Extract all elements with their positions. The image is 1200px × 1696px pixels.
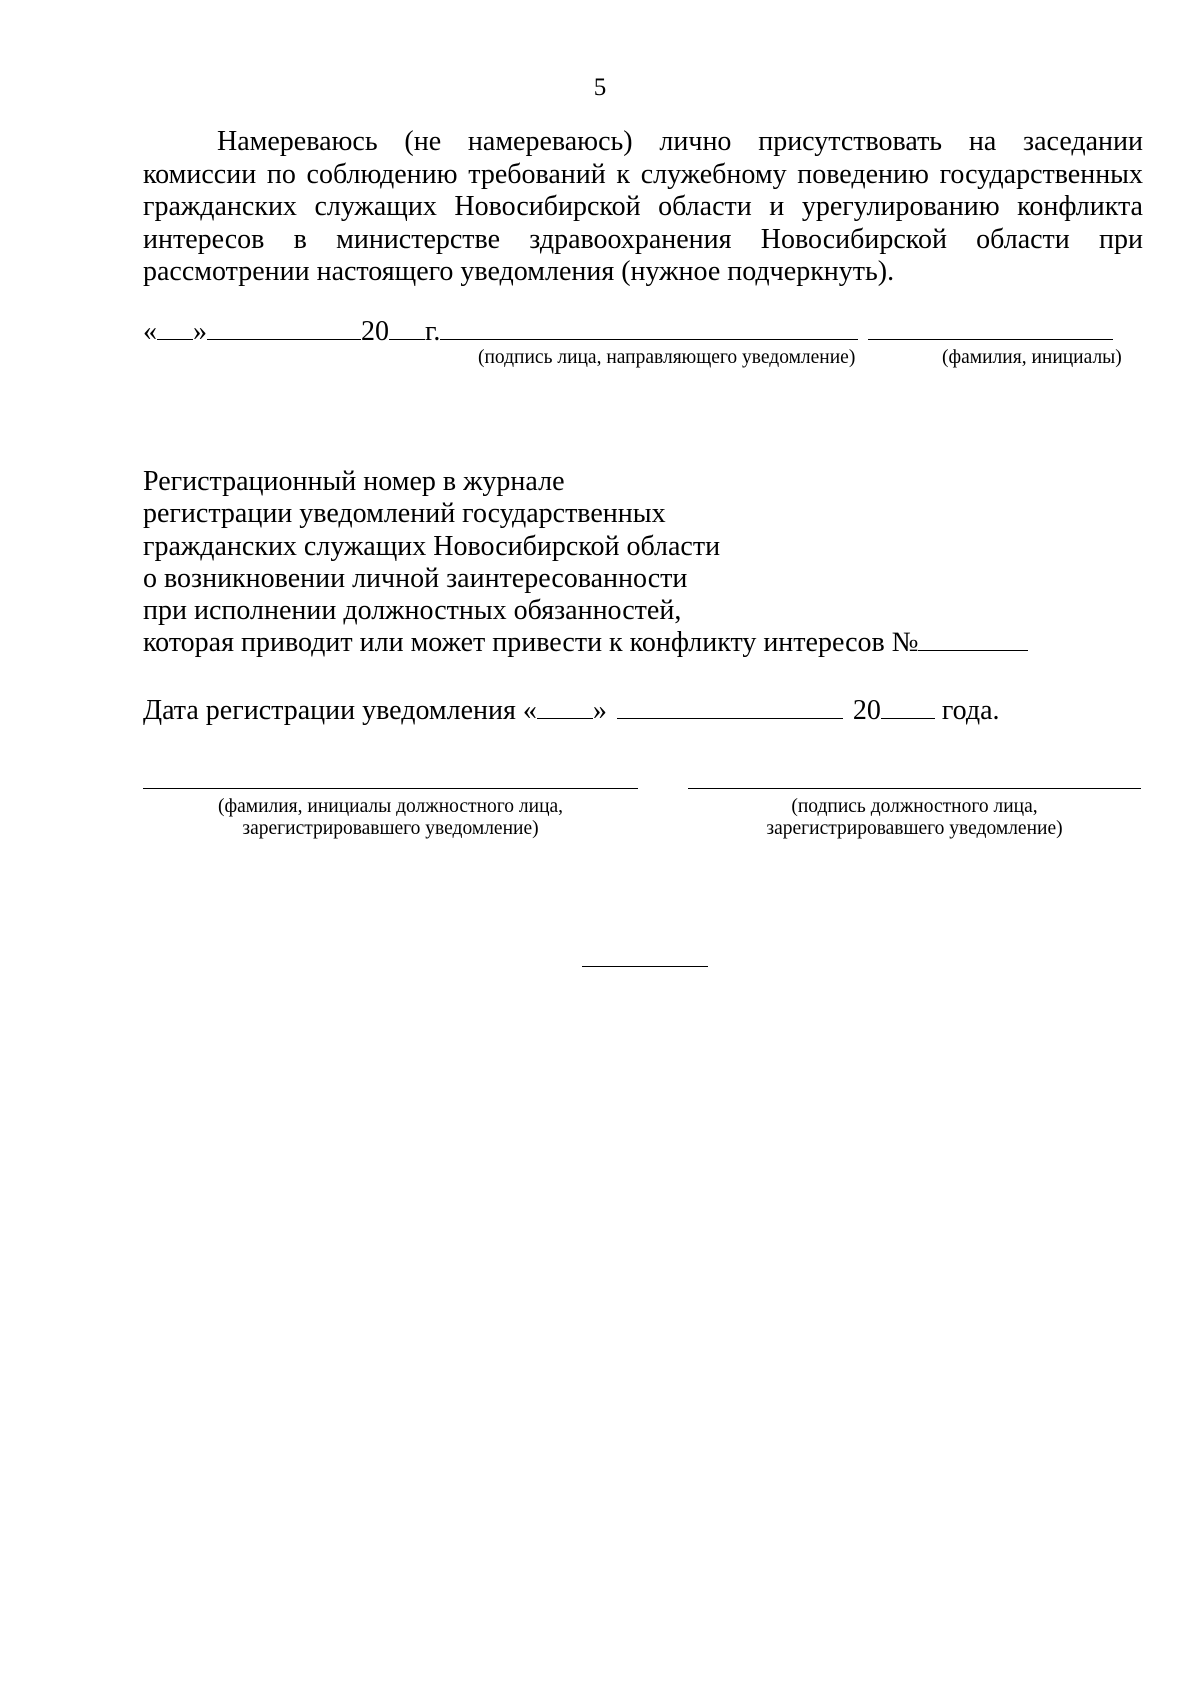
official-name-line[interactable] [143,788,638,789]
caption-official-signature: (подпись должностного лица, зарегистрировавшего уведомление) [766,796,1063,839]
year-suffix: г. [425,316,441,347]
registration-block [143,466,1028,660]
registration-date-label: Дата регистрации уведомления « [143,695,537,726]
registration-number-line: которая приводит или может привести к конфликту интересов № [143,627,1028,659]
registration-line: при исполнении должностных обязанностей, [143,595,682,627]
reg-close-quote: » [592,695,607,726]
reg-year-blank[interactable] [881,695,935,719]
registration-line: гражданских служащих Новосибирской области [143,530,721,562]
end-separator [582,966,708,967]
year-prefix: 20 [361,316,389,347]
reg-day-blank[interactable] [537,695,593,719]
reg-year-suffix: года. [941,695,1000,726]
open-quote: « [143,316,157,347]
official-signature-line[interactable] [688,788,1141,789]
caption-name: (фамилия, инициалы) [942,347,1122,368]
registration-date-line [143,695,1000,727]
registration-number-blank[interactable] [918,627,1028,651]
close-quote: » [193,316,207,347]
caption-official-name: (фамилия, инициалы должностного лица, зарегистрировавшего уведомление) [217,796,564,839]
registration-line: о возникновении личной заинтересованности [143,562,688,594]
year-blank[interactable] [389,316,425,340]
name-blank[interactable] [868,316,1113,340]
day-blank[interactable] [157,316,193,340]
registration-line: регистрации уведомлений государственных [143,498,666,530]
reg-month-blank[interactable] [617,695,843,719]
signature-blank[interactable] [440,316,858,340]
intro-paragraph: Намереваюсь (не намереваюсь) лично присутствовать на заседании комиссии по соблюдению требований к служебному поведению государственных гражданских служащих Новосибирской области и урегулированию конфликта интересов в министерстве здравоохранения Новосибирской области при рассмотрении настоящего уведомления (нужное подчеркнуть). [143,126,1143,287]
signature-line [143,316,1113,348]
registration-line: Регистрационный номер в журнале [143,466,565,497]
reg-year-prefix: 20 [852,695,881,726]
page-number: 5 [593,74,607,101]
month-blank[interactable] [207,316,361,340]
caption-signature: (подпись лица, направляющего уведомление) [478,347,856,368]
